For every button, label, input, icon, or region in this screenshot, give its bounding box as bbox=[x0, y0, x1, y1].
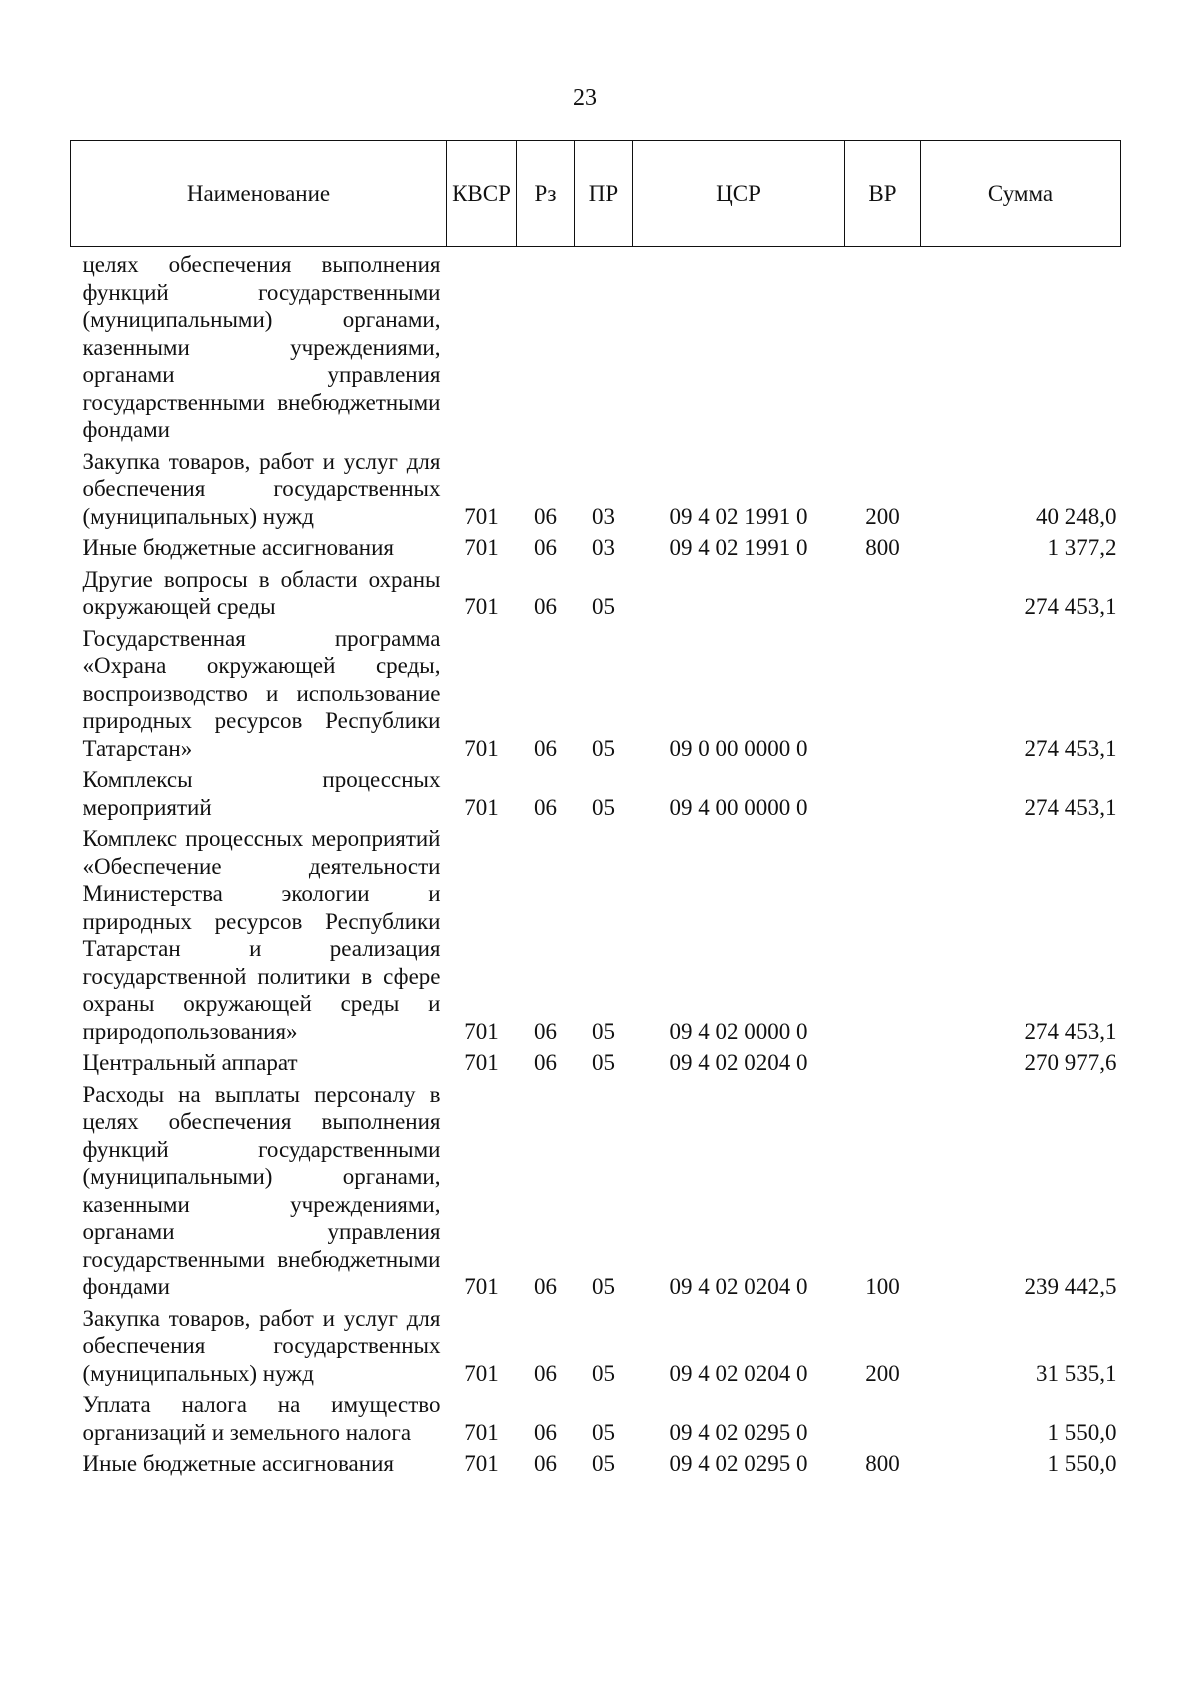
table-row bbox=[71, 1450, 1121, 1482]
row-vr bbox=[845, 247, 921, 448]
row-rz: 06 bbox=[534, 794, 557, 820]
row-sum: 274 453,1 bbox=[1024, 1018, 1117, 1044]
row-vr: 100 bbox=[865, 1274, 900, 1299]
row-pr: 05 bbox=[592, 794, 615, 820]
row-csr: 09 4 02 0000 0 bbox=[669, 1018, 808, 1044]
table-row bbox=[71, 1305, 1121, 1392]
row-kvsr: 701 bbox=[464, 503, 499, 529]
row-rz: 06 bbox=[534, 735, 557, 761]
row-rz: 06 bbox=[534, 1050, 557, 1075]
table-row bbox=[71, 1081, 1121, 1305]
row-kvsr: 701 bbox=[464, 1360, 499, 1386]
row-sum: 270 977,6 bbox=[1024, 1050, 1117, 1075]
row-kvsr: 701 bbox=[464, 1419, 499, 1445]
row-sum: 31 535,1 bbox=[1036, 1360, 1117, 1386]
row-rz: 06 bbox=[534, 594, 557, 619]
table-row bbox=[71, 1391, 1121, 1450]
row-name: Другие вопросы в области охраны окружающей среды bbox=[82, 566, 441, 619]
row-csr: 09 4 00 0000 0 bbox=[669, 794, 808, 820]
row-vr: 800 bbox=[865, 535, 900, 560]
row-kvsr: 701 bbox=[464, 1451, 499, 1476]
row-kvsr: 701 bbox=[464, 1050, 499, 1075]
row-pr: 05 bbox=[592, 1018, 615, 1044]
page-number: 23 bbox=[573, 85, 597, 111]
table-row bbox=[71, 766, 1121, 825]
row-name: целях обеспечения выполнения функций государственными (муниципальными) органами, казенными учреждениями, органами управления государственными внебюджетными фондами bbox=[82, 252, 441, 442]
row-pr: 03 bbox=[592, 535, 615, 560]
row-name: Комплексы процессных мероприятий bbox=[82, 767, 441, 820]
row-pr: 05 bbox=[592, 1360, 615, 1386]
table-header bbox=[71, 141, 1121, 247]
row-name: Закупка товаров, работ и услуг для обеспечения государственных (муниципальных) нужд bbox=[82, 448, 441, 529]
row-name: Центральный аппарат bbox=[82, 1050, 298, 1075]
row-csr: 09 0 00 0000 0 bbox=[669, 735, 808, 761]
row-vr bbox=[845, 766, 921, 825]
row-pr: 05 bbox=[592, 1050, 615, 1075]
row-sum: 274 453,1 bbox=[1024, 594, 1117, 619]
row-vr bbox=[845, 625, 921, 767]
row-pr: 05 bbox=[592, 594, 615, 619]
row-name: Закупка товаров, работ и услуг для обеспечения государственных (муниципальных) нужд bbox=[82, 1305, 441, 1386]
row-vr bbox=[845, 566, 921, 625]
header-csr: ЦСР bbox=[633, 141, 845, 247]
row-sum: 1 377,2 bbox=[1047, 535, 1117, 560]
table-row bbox=[71, 448, 1121, 535]
row-rz: 06 bbox=[534, 1018, 557, 1044]
table-row bbox=[71, 566, 1121, 625]
row-csr: 09 4 02 0295 0 bbox=[669, 1419, 808, 1445]
row-kvsr: 701 bbox=[464, 535, 499, 560]
row-name: Иные бюджетные ассигнования bbox=[82, 535, 394, 560]
row-pr: 03 bbox=[592, 503, 615, 529]
row-pr: 05 bbox=[592, 1274, 615, 1299]
row-rz: 06 bbox=[534, 1419, 557, 1445]
table-row bbox=[71, 1049, 1121, 1081]
header-vr: ВР bbox=[845, 141, 921, 247]
table-row bbox=[71, 825, 1121, 1049]
header-kvsr: КВСР bbox=[447, 141, 517, 247]
row-sum: 1 550,0 bbox=[1047, 1451, 1117, 1476]
row-vr bbox=[845, 1391, 921, 1450]
row-rz: 06 bbox=[534, 1451, 557, 1476]
row-vr: 800 bbox=[865, 1451, 900, 1476]
row-csr bbox=[633, 247, 845, 448]
header-name: Наименование bbox=[71, 141, 447, 247]
row-name: Иные бюджетные ассигнования bbox=[82, 1451, 394, 1476]
row-sum: 274 453,1 bbox=[1024, 794, 1117, 820]
row-pr: 05 bbox=[592, 735, 615, 761]
row-kvsr: 701 bbox=[464, 1018, 499, 1044]
row-sum: 274 453,1 bbox=[1024, 735, 1117, 761]
row-name: Расходы на выплаты персоналу в целях обеспечения выполнения функций государственными (муниципальными) органами, казенными учреждениями, органами управления государственными внебюджетными фондами bbox=[82, 1081, 441, 1299]
row-rz: 06 bbox=[534, 535, 557, 560]
row-pr bbox=[575, 247, 633, 448]
row-csr: 09 4 02 0295 0 bbox=[669, 1451, 808, 1476]
row-csr: 09 4 02 0204 0 bbox=[669, 1050, 808, 1075]
row-sum bbox=[921, 247, 1121, 448]
row-name: Уплата налога на имущество организаций и земельного налога bbox=[82, 1392, 441, 1445]
header-pr: ПР bbox=[575, 141, 633, 247]
row-csr: 09 4 02 0204 0 bbox=[669, 1274, 808, 1299]
row-pr: 05 bbox=[592, 1419, 615, 1445]
row-csr: 09 4 02 1991 0 bbox=[669, 535, 808, 560]
table-row bbox=[71, 247, 1121, 448]
row-pr: 05 bbox=[592, 1451, 615, 1476]
row-kvsr: 701 bbox=[464, 794, 499, 820]
row-name: Государственная программа «Охрана окружающей среды, воспроизводство и использование природных ресурсов Республики Татарстан» bbox=[82, 625, 441, 761]
row-kvsr: 701 bbox=[464, 594, 499, 619]
row-rz bbox=[517, 247, 575, 448]
row-kvsr: 701 bbox=[464, 1274, 499, 1299]
row-vr bbox=[845, 1049, 921, 1081]
row-csr: 09 4 02 0204 0 bbox=[669, 1360, 808, 1386]
header-rz: Рз bbox=[517, 141, 575, 247]
row-vr bbox=[845, 825, 921, 1049]
row-kvsr bbox=[447, 247, 517, 448]
row-sum: 1 550,0 bbox=[1047, 1419, 1117, 1445]
row-sum: 239 442,5 bbox=[1024, 1274, 1117, 1299]
row-rz: 06 bbox=[534, 503, 557, 529]
row-rz: 06 bbox=[534, 1274, 557, 1299]
header-sum: Сумма bbox=[921, 141, 1121, 247]
table-row bbox=[71, 625, 1121, 767]
row-kvsr: 701 bbox=[464, 735, 499, 761]
row-rz: 06 bbox=[534, 1360, 557, 1386]
row-sum: 40 248,0 bbox=[1036, 503, 1117, 529]
row-csr bbox=[633, 566, 845, 625]
row-vr: 200 bbox=[865, 1360, 900, 1386]
row-csr: 09 4 02 1991 0 bbox=[669, 503, 808, 529]
table-row bbox=[71, 534, 1121, 566]
budget-table bbox=[70, 140, 1121, 1482]
row-name: Комплекс процессных мероприятий «Обеспечение деятельности Министерства экологии и природных ресурсов Республики Татарстан и реализация государственной политики в сфере охраны окружающей среды и природопользования» bbox=[82, 826, 441, 1044]
row-vr: 200 bbox=[865, 503, 900, 529]
